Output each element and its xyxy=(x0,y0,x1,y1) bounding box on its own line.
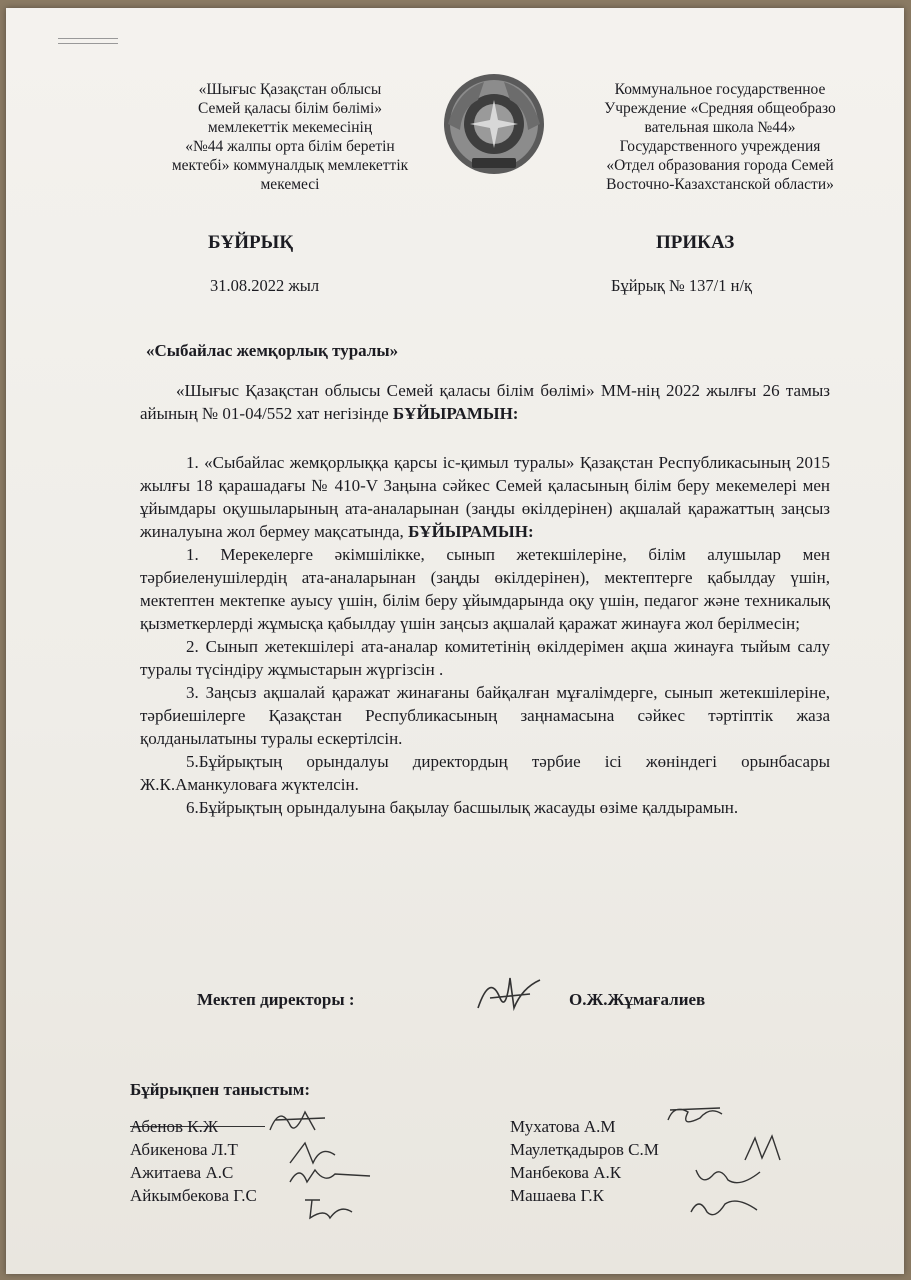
header-line: «Отдел образования города Семей xyxy=(606,157,834,174)
acknowledgement-title: Бұйрықпен таныстым: xyxy=(130,1080,310,1099)
state-emblem-icon xyxy=(438,70,550,180)
staff-name: Маулетқадыров С.М xyxy=(510,1140,659,1159)
acknowledgement-left-list xyxy=(130,1115,257,1207)
order-item: 2. Сынып жетекшілері ата-аналар комитетінің өкілдерімен ақша жинауға тыйым салу туралы түсіндіру жұмыстарын жүргізсін . xyxy=(140,637,830,679)
intro-order-word: БҰЙЫРАМЫН: xyxy=(392,404,519,423)
staff-name: Манбекова А.К xyxy=(510,1163,622,1182)
order-number: Бұйрық № 137/1 н/қ xyxy=(611,276,753,295)
order-item: 3. Заңсыз ақшалай қаражат жинағаны байқалған мұғалімдерге, сынып жетекшілеріне, тәрбиешілерге Қазақстан Республикасының заңнамасына сәйкес тәртіптік жаза қолданылатыны туралы ескертілсін. xyxy=(140,683,830,748)
header-left-kz xyxy=(140,80,440,194)
doc-type-kz: БҰЙРЫҚ xyxy=(208,232,294,253)
staff-name: Мухатова А.М xyxy=(510,1117,616,1136)
order-subject: «Сыбайлас жемқорлық туралы» xyxy=(146,341,399,360)
header-line: Учреждение «Средняя общеобразо xyxy=(604,100,836,117)
acknowledgement-right-list xyxy=(510,1115,659,1207)
header-line: мемлекеттік мекемесінің xyxy=(207,119,373,136)
order-date: 31.08.2022 жыл xyxy=(210,276,320,295)
doc-type-ru: ПРИКАЗ xyxy=(656,232,735,253)
staff-name: Айкымбекова Г.С xyxy=(130,1186,257,1205)
header-line: мекемесі xyxy=(260,176,320,193)
header-line: Семей қаласы білім бөлімі» xyxy=(197,100,383,117)
director-title: Мектеп директоры : xyxy=(197,990,355,1009)
header-line: «№44 жалпы орта білім беретін xyxy=(185,138,395,155)
signature-icon xyxy=(685,1192,765,1222)
header-line: Восточно-Казахстанской области» xyxy=(606,176,834,193)
header-line: «Шығыс Қазақстан облысы xyxy=(198,81,382,98)
order-item: 6.Бұйрықтың орындалуына бақылау басшылық жасауды өзіме қалдырамын. xyxy=(186,798,739,817)
staff-name: Машаева Г.К xyxy=(510,1186,604,1205)
signature-icon xyxy=(300,1190,360,1225)
staff-name: Абенов К.Ж xyxy=(130,1117,219,1136)
signature-icon xyxy=(285,1160,375,1190)
director-signature-icon xyxy=(470,968,550,1018)
order-item: 1. Мерекелерге әкімшілікке, сынып жетекшілеріне, білім алушылар мен тәрбиеленушілердің ата-аналарынан (заңды өкілдерінен), мектептерге қабылдау үшін, мектептен мектепке ауысу үшін, білім беру ұйымдарында оқу үшін, педагог және техникалық қызметкерлерді жұмысқа қабылдау үшін заңсыз ақшалай қаражат жинауға жол берілмесін; xyxy=(140,545,830,633)
signature-icon xyxy=(660,1098,730,1133)
order-item: 5.Бұйрықтың орындалуы директордың тәрбие ісі жөніндегі орынбасары Ж.К.Аманкуловаға жүктелсін. xyxy=(140,752,830,794)
director-name: О.Ж.Жұмағалиев xyxy=(569,990,706,1009)
staff-name: Абикенова Л.Т xyxy=(130,1140,238,1159)
scan-artifact xyxy=(58,38,118,44)
header-line: мектебі» коммуналдық мемлекеттік xyxy=(171,157,409,174)
main-clause-text: 1. «Сыбайлас жемқорлыққа қарсы іс-қимыл туралы» Қазақстан Республикасының 2015 жылғы 18 қарашадағы № 410-V Заңына сәйкес Семей қаласының білім беру мекемелері мен ұйымдары оқушыларының ата-аналарынан (заңды өкілдерінен) ақшалай қаражаттың заңсыз жиналуына жол бермеу мақсатында, xyxy=(140,453,830,541)
header-line: вательная школа №44» xyxy=(644,119,796,136)
order-body xyxy=(140,451,830,819)
staff-name: Ажитаева А.С xyxy=(130,1163,234,1182)
intro-paragraph xyxy=(140,379,830,425)
intro-text: «Шығыс Қазақстан облысы Семей қаласы білім бөлімі» ММ-нің 2022 жылғы 26 тамыз айының № 01-04/552 хат негізінде xyxy=(140,381,830,423)
header-line: Государственного учреждения xyxy=(619,138,821,155)
signature-icon xyxy=(265,1100,335,1140)
signature-icon xyxy=(690,1160,770,1192)
header-line: Коммунальное государственное xyxy=(614,81,826,98)
main-order-word: БҰЙЫРАМЫН: xyxy=(408,522,534,541)
header-right-ru xyxy=(575,80,865,194)
